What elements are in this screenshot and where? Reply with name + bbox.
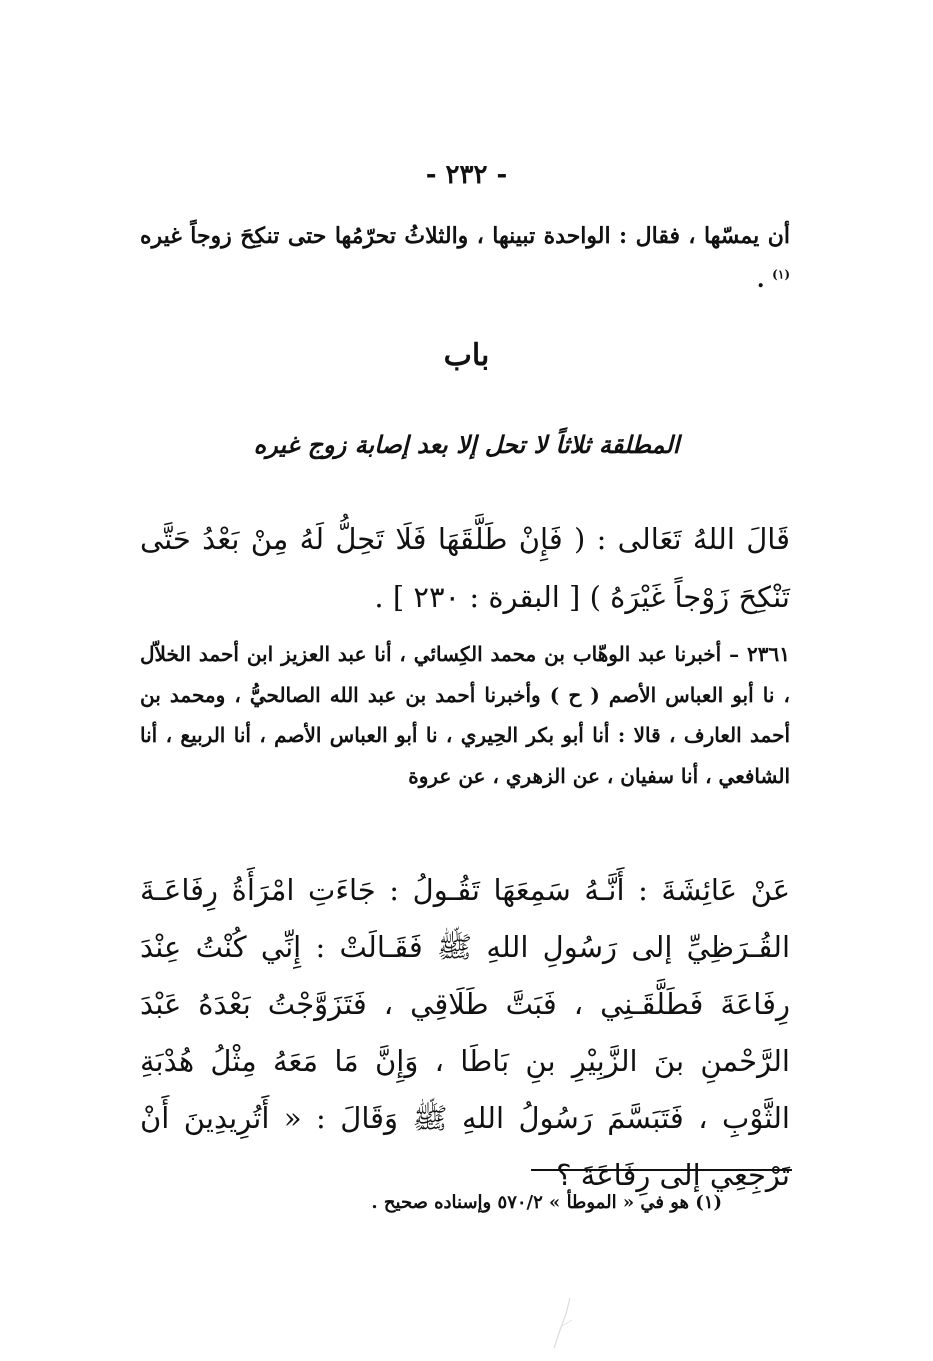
footnote-separator <box>531 1169 792 1171</box>
quran-verse: قَالَ اللهُ تَعَالى : ( فَإِنْ طَلَّقَهَا فَلَا تَحِلُّ لَهُ مِنْ بَعْدُ حَتَّى تَنْكِحَ زَوْجاً غَيْرَهُ ) [ البقرة : ٢٣٠ ] . <box>140 522 790 614</box>
footnote: (١) هو في « الموطأ » ٥٧٠/٢ وإسناده صحيح . <box>371 1192 722 1213</box>
page-number: - ٢٣٢ - <box>425 160 508 190</box>
hadith-narration: عَنْ عَائِشَةَ : أَنَّـهُ سَمِعَهَا تَقُـولُ : جَاءَتِ امْرَأَةُ رِفَاعَـةَ القُـرَظِيِّ إلى رَسُولِ اللهِ ﷺ فَقَـالَتْ : إِنِّي كُنْتُ عِنْدَ رِفَاعَةَ فَطَلَّقَـنِي ، فَبَتَّ طَلَاقِي ، فَتَزَوَّجْتُ بَعْدَهُ عَبْدَ الرَّحْمنِ بنَ الزَّبِيْرِ بنِ بَاطَا ، وَإِنَّ مَا مَعَهُ مِثْلُ هُدْبَةِ الثَّوْبِ ، فَتَبَسَّمَ رَسُولُ اللهِ ﷺ وَقَالَ : « أَتُرِيدِينَ أَنْ تَرْجِعِي إلى رِفَاعَةَ ؟ <box>140 873 790 1192</box>
hadith-chain: ٢٣٦١ – أخبرنا عبد الوهّاب بن محمد الكِسائي ، أنا عبد العزيز ابن أحمد الخلاّل ، نا أبو العباس الأصم ( ح ) وأخبرنا أحمد بن عبد الله الصالحيُّ ، ومحمد بن أحمد العارف ، قالا : أنا أبو بكر الحِيري ، نا أبو العباس الأصم ، أنا الربيع ، أنا الشافعي ، أنا سفيان ، عن الزهري ، عن عروة <box>140 642 790 788</box>
chapter-heading: باب <box>443 338 490 373</box>
chapter-title: المطلقة ثلاثاً لا تحل إلا بعد إصابة زوج غيره <box>253 430 680 459</box>
pencil-mark <box>548 1296 580 1350</box>
intro-end: . <box>756 267 765 293</box>
intro-paragraph <box>140 214 790 302</box>
intro-text: أن يمسّها ، فقال : الواحدة تبينها ، والثلاثُ تحرّمُها حتى تنكِحَ زوجاً غيره <box>140 223 790 249</box>
footnote-reference: (١) <box>772 267 790 282</box>
